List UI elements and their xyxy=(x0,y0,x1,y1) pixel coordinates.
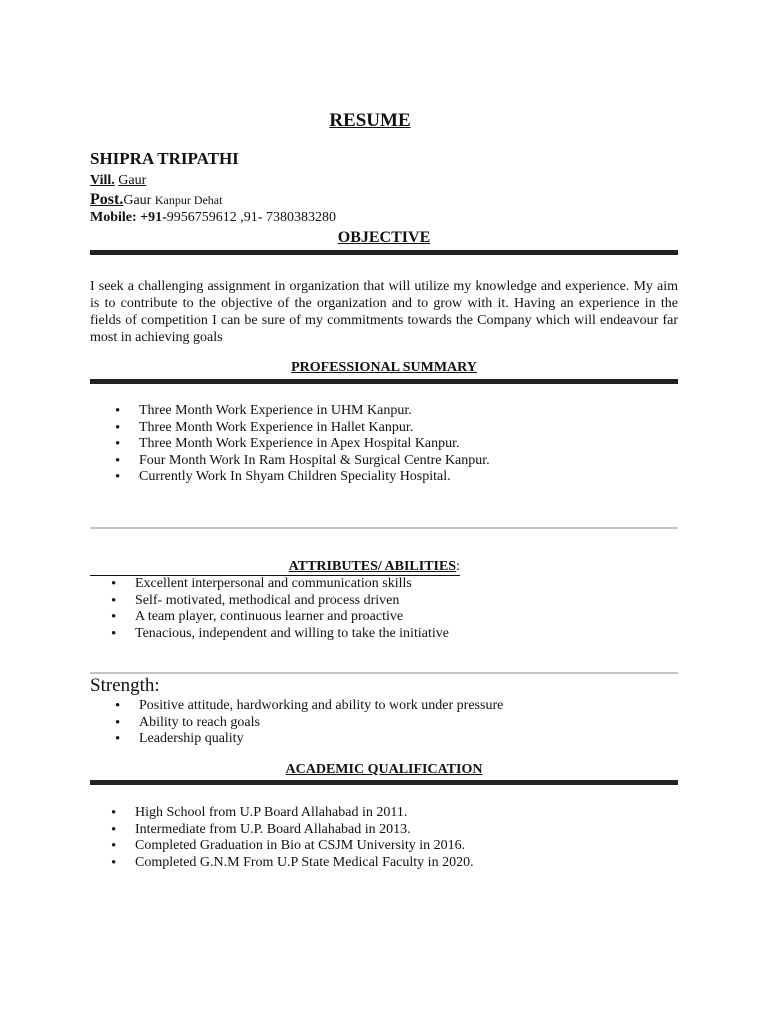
post-value: Gaur xyxy=(123,193,152,208)
list-item: • Completed G.N.M From U.P State Medical Faculty in 2020. xyxy=(135,855,474,872)
professional-summary-list xyxy=(139,403,490,486)
academic-rule xyxy=(90,780,678,785)
list-item: • Intermediate from U.P. Board Allahabad in 2013. xyxy=(135,822,474,839)
attributes-heading-colon: : xyxy=(456,559,460,574)
attributes-list xyxy=(135,576,449,642)
village-line xyxy=(90,173,146,189)
list-item: • Leadership quality xyxy=(139,731,503,748)
list-item: • Four Month Work In Ram Hospital & Surgical Centre Kanpur. xyxy=(139,453,490,470)
village-value: Gaur xyxy=(118,173,147,188)
list-item: • Three Month Work Experience in Hallet Kanpur. xyxy=(139,420,490,437)
post-line xyxy=(90,191,222,209)
list-item: • Completed Graduation in Bio at CSJM University in 2016. xyxy=(135,838,474,855)
list-item: • Excellent interpersonal and communication skills xyxy=(135,576,449,593)
list-item: • Three Month Work Experience in Apex Hospital Kanpur. xyxy=(139,436,490,453)
section-divider xyxy=(90,527,678,529)
post-extra: Kanpur Dehat xyxy=(154,193,223,207)
strength-heading: Strength: xyxy=(90,675,160,696)
objective-text: I seek a challenging assignment in organization that will utilize my knowledge and experience. My aim is to contribute to the objective of the organization and to grow with it. Having an experience in the fields of competition I can be sure of my commitments towards the Company which will endeavour far most in achieving goals xyxy=(90,279,678,345)
post-label: Post. xyxy=(90,191,124,208)
list-item: • A team player, continuous learner and proactive xyxy=(135,609,449,626)
resume-title: RESUME xyxy=(329,110,411,131)
list-item: • Positive attitude, hardworking and ability to work under pressure xyxy=(139,698,503,715)
academic-heading: ACADEMIC QUALIFICATION xyxy=(285,762,483,777)
list-item: • Currently Work In Shyam Children Speciality Hospital. xyxy=(139,469,490,486)
list-item: • Self- motivated, methodical and process driven xyxy=(135,593,449,610)
section-divider xyxy=(90,672,678,674)
objective-rule xyxy=(90,250,678,255)
strength-list xyxy=(139,698,503,748)
candidate-name: SHIPRA TRIPATHI xyxy=(90,149,239,168)
village-label: Vill. xyxy=(90,173,115,188)
attributes-heading xyxy=(90,559,460,576)
mobile-label: Mobile: +91- xyxy=(90,210,167,225)
mobile-line xyxy=(90,210,336,226)
list-item: • Ability to reach goals xyxy=(139,715,503,732)
list-item: • Three Month Work Experience in UHM Kanpur. xyxy=(139,403,490,420)
professional-summary-rule xyxy=(90,379,678,384)
mobile-value: 9956759612 ,91- 7380383280 xyxy=(166,210,336,225)
objective-heading: OBJECTIVE xyxy=(337,229,431,246)
academic-list xyxy=(135,805,474,871)
list-item: • High School from U.P Board Allahabad in 2011. xyxy=(135,805,474,822)
list-item: • Tenacious, independent and willing to take the initiative xyxy=(135,626,449,643)
professional-summary-heading: PROFESSIONAL SUMMARY xyxy=(291,360,477,375)
attributes-heading-text: ATTRIBUTES/ ABILITIES xyxy=(288,559,457,574)
